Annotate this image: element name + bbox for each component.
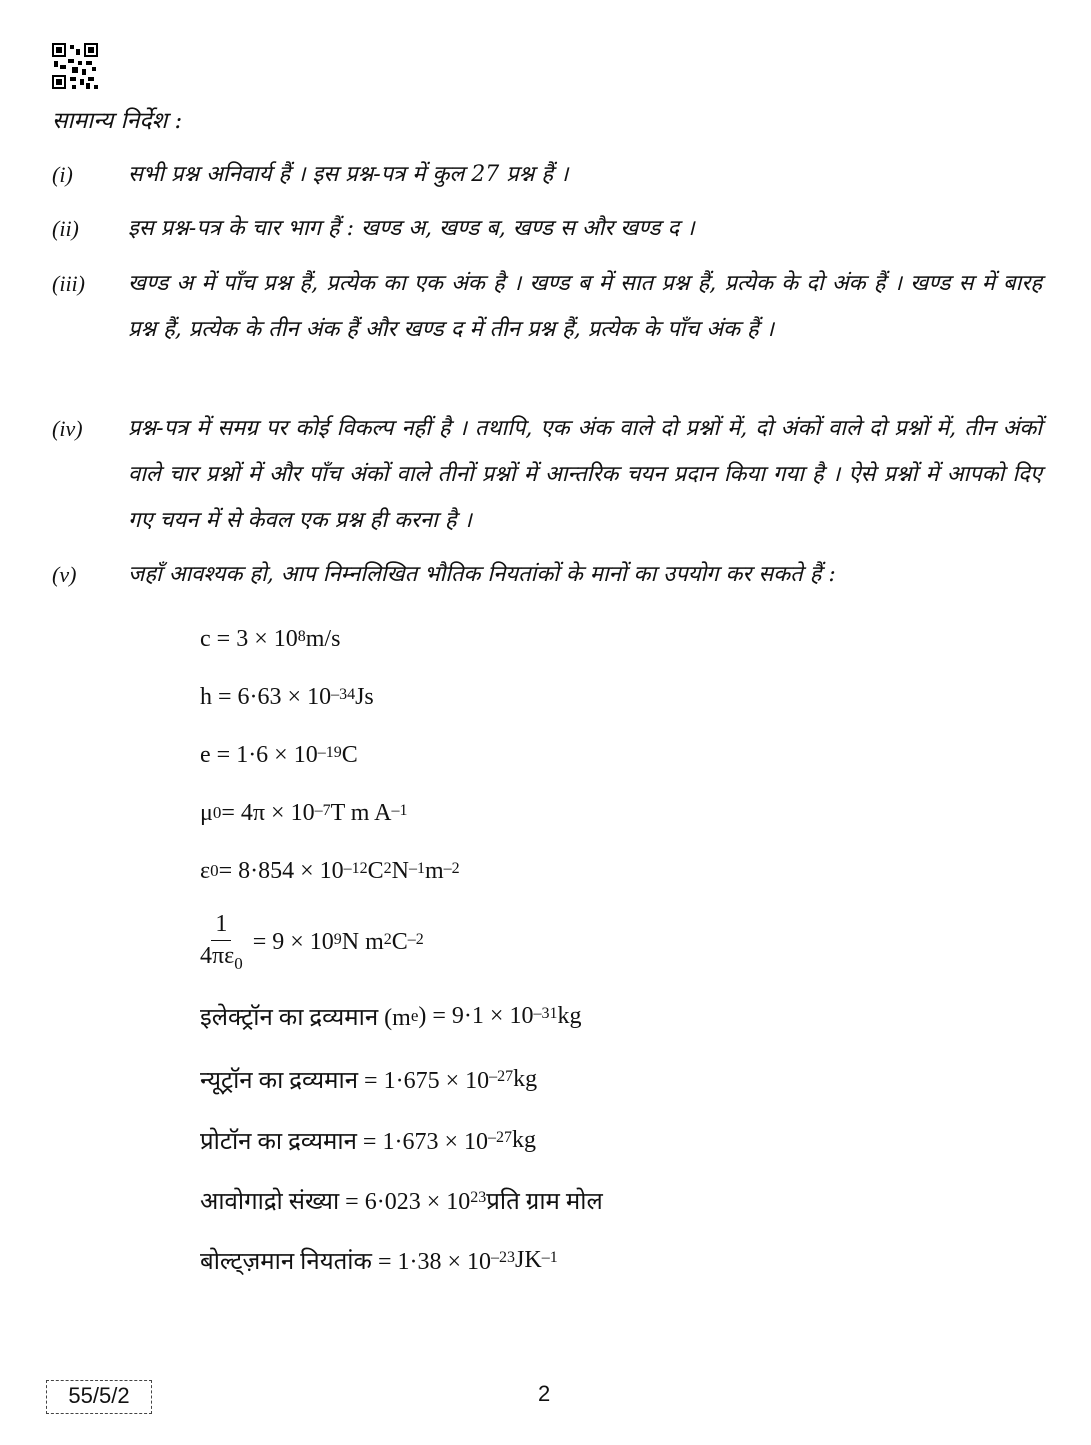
speed-of-light-constant: c = 3 × 10 $^8$ m/s <box>200 625 341 652</box>
instruction-text: सभी प्रश्न अनिवार्य हैं । इस प्रश्न-पत्र में कुल 27 प्रश्न हैं । <box>128 162 569 187</box>
coulomb-constant: $\frac{1}{4\pi\varepsilon_0}$ = 9 × 10 $^9$ N m $^2$ C $^{-2}$ <box>200 910 424 973</box>
instruction-5 <box>52 552 1042 598</box>
general-instructions-heading: सामान्य निर्देश : <box>52 108 183 134</box>
instruction-text: प्रश्न-पत्र में समग्र पर कोई विकल्प नहीं है । तथापि, एक अंक वाले दो प्रश्नों में, दो अंकों वाले दो प्रश्नों में, तीन अंकों वाले चार प्रश्नों में और पाँच अंकों वाले तीनों प्रश्नों में आन्तरिक चयन प्रदान किया गया है । ऐसे प्रश्नों में आपको दिए गए चयन में से केवल एक प्रश्न ही करना है । <box>128 416 1042 533</box>
paper-code-box: 55/5/2 <box>46 1380 152 1414</box>
electron-mass-constant: इलेक्ट्रॉन का द्रव्यमान (m e ) = 9·1 × 10 $^{-31}$ kg <box>200 1002 582 1031</box>
instruction-number: (iii) <box>52 271 85 296</box>
instruction-4 <box>52 406 1042 544</box>
instruction-1 <box>52 152 1042 198</box>
planck-constant: h = 6·63 × 10 $^{-34}$ Js <box>200 683 374 710</box>
physical-constants-list <box>200 610 603 1290</box>
neutron-mass-constant: न्यूट्रॉन का द्रव्यमान = 1·675 × 10 $^{-27}$ kg <box>200 1065 538 1094</box>
qr-code-icon <box>52 43 98 89</box>
page-number: 2 <box>538 1381 551 1406</box>
instruction-text: जहाँ आवश्यक हो, आप निम्नलिखित भौतिक नियतांकों के मानों का उपयोग कर सकते हैं : <box>128 562 836 587</box>
avogadro-constant: आवोगाद्रो संख्या = 6·023 × 10 $^{23}$ प्रति ग्राम मोल <box>200 1188 603 1215</box>
instruction-number: (v) <box>52 562 77 587</box>
electron-charge-constant: e = 1·6 × 10 $^{-19}$ C <box>200 741 358 768</box>
instruction-3 <box>52 261 1042 353</box>
instruction-number: (ii) <box>52 216 79 241</box>
instruction-2 <box>52 206 1042 252</box>
permeability-constant: μ 0 = 4π × 10 $^{-7}$ T m A $^{-1}$ <box>200 799 408 826</box>
instruction-number: (i) <box>52 162 73 187</box>
coulomb-fraction: $\frac{1}{4\pi\varepsilon_0}$ <box>200 910 243 973</box>
permittivity-constant: ε 0 = 8·854 × 10 $^{-12}$ C $^2$ N $^{-1}$ m $^{-2}$ <box>200 857 460 884</box>
instruction-text: खण्ड अ में पाँच प्रश्न हैं, प्रत्येक का एक अंक है । खण्ड ब में सात प्रश्न हैं, प्रत्येक के दो अंक हैं । खण्ड स में बारह प्रश्न हैं, प्रत्येक के तीन अंक हैं और खण्ड द में तीन प्रश्न हैं, प्रत्येक के पाँच अंक हैं । <box>128 271 1042 342</box>
instruction-text: इस प्रश्न-पत्र के चार भाग हैं : खण्ड अ, खण्ड ब, खण्ड स और खण्ड द । <box>128 216 695 241</box>
proton-mass-constant: प्रोटॉन का द्रव्यमान = 1·673 × 10 $^{-27}$ kg <box>200 1126 536 1155</box>
boltzmann-constant: बोल्ट्ज़मान नियतांक = 1·38 × 10 $^{-23}$ JK $^{-1}$ <box>200 1246 558 1275</box>
instruction-number: (iv) <box>52 416 83 441</box>
